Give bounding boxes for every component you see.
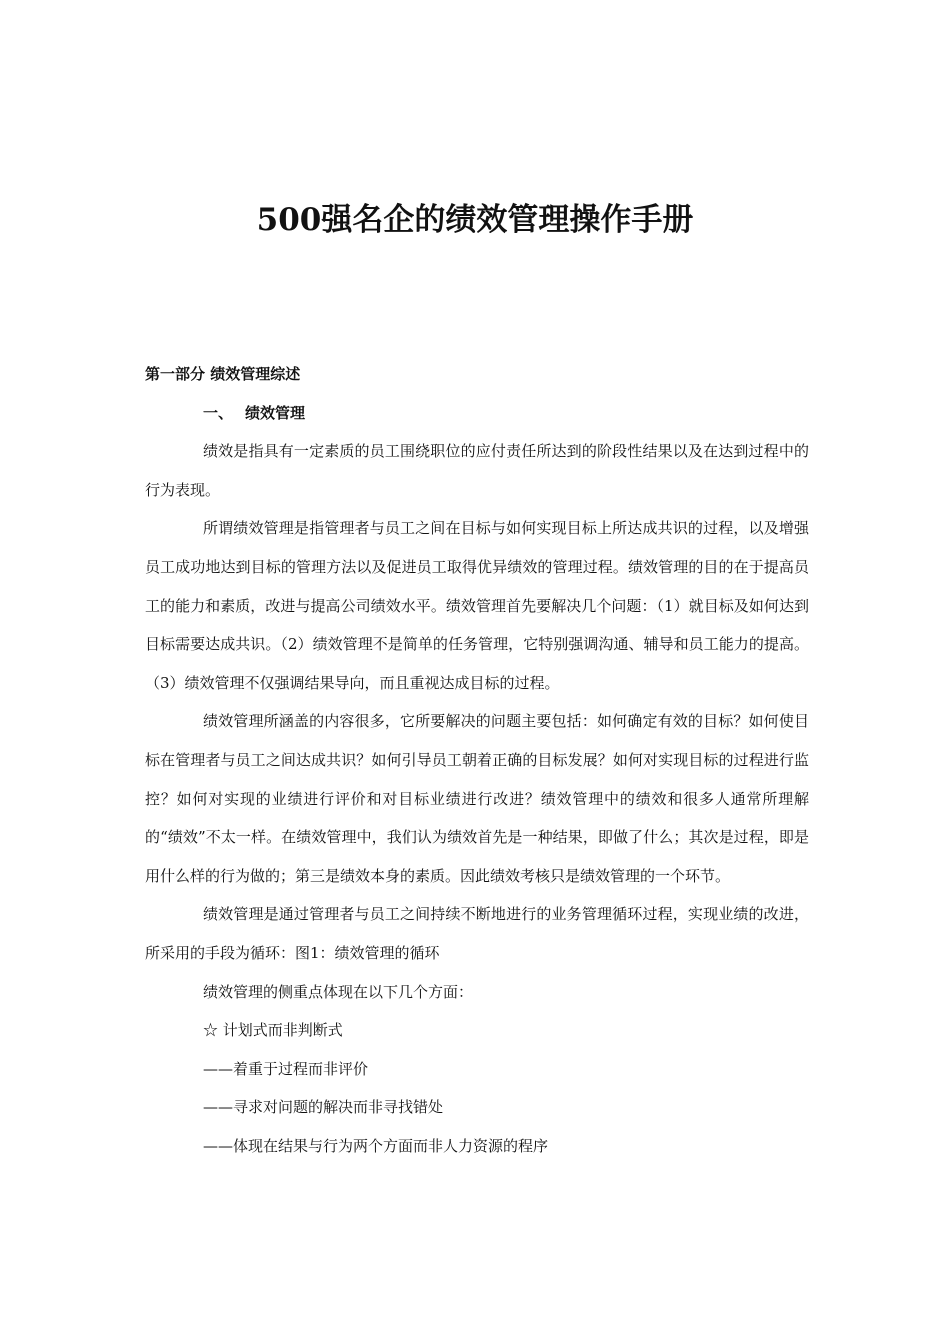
list-item: ——寻求对问题的解决而非寻找错处: [203, 1098, 444, 1117]
paragraph: 绩效管理是通过管理者与员工之间持续不断地进行的业务管理循环过程，实现业绩的改进，所采用的手段为循环：图1：绩效管理的循环: [145, 905, 809, 962]
document-title: 500强名企的绩效管理操作手册: [256, 202, 694, 238]
section-heading: [145, 394, 809, 433]
part-heading: 第一部分 绩效管理综述: [145, 365, 301, 383]
section-number: 一、: [203, 403, 234, 422]
paragraph: 绩效管理的侧重点体现在以下几个方面：: [203, 982, 474, 1001]
document-body: [145, 355, 809, 1165]
list-item: ☆ 计划式而非判断式: [203, 1021, 343, 1040]
list-item: ——体现在结果与行为两个方面而非人力资源的程序: [203, 1136, 549, 1155]
paragraph: 绩效是指具有一定素质的员工围绕职位的应付责任所达到的阶段性结果以及在达到过程中的行为表现。: [145, 442, 809, 499]
section-title: 绩效管理: [245, 403, 306, 422]
paragraph: 所谓绩效管理是指管理者与员工之间在目标与如何实现目标上所达成共识的过程，以及增强员工成功地达到目标的管理方法以及促进员工取得优异绩效的管理过程。绩效管理的目的在于提高员工的能力和素质，改进与提高公司绩效水平。绩效管理首先要解决几个问题：（1）就目标及如何达到目标需要达成共识。（2）绩效管理不是简单的任务管理，它特别强调沟通、辅导和员工能力的提高。（3）绩效管理不仅强调结果导向，而且重视达成目标的过程。: [145, 519, 809, 692]
list-item: ——着重于过程而非评价: [203, 1059, 369, 1078]
paragraph: 绩效管理所涵盖的内容很多，它所要解决的问题主要包括：如何确定有效的目标？如何使目标在管理者与员工之间达成共识？如何引导员工朝着正确的目标发展？如何对实现目标的过程进行监控？如何对实现的业绩进行评价和对目标业绩进行改进？绩效管理中的绩效和很多人通常所理解的“绩效”不太一样。在绩效管理中，我们认为绩效首先是一种结果，即做了什么；其次是过程，即是用什么样的行为做的；第三是绩效本身的素质。因此绩效考核只是绩效管理的一个环节。: [145, 712, 809, 885]
